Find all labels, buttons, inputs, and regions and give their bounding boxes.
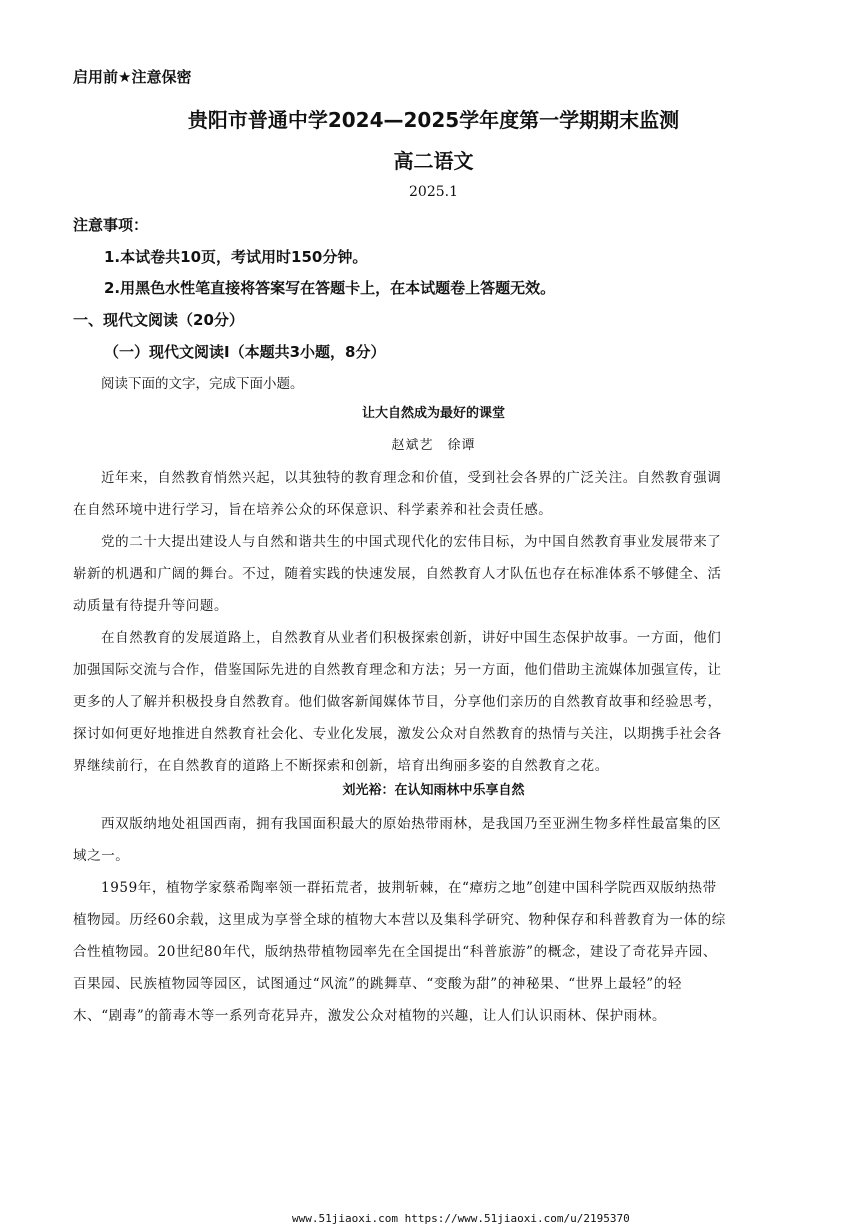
paragraph-line: 植物园。历经60余载，这里成为享誉全球的植物大本营以及集科学研究、物种保存和科普教育为一体的综	[73, 912, 726, 928]
subsection-heading: （一）现代文阅读Ⅰ（本题共3小题，8分）	[104, 343, 386, 361]
subject-title: 高二语文	[393, 149, 474, 173]
paragraph-line: 近年来，自然教育悄然兴起，以其独特的教育理念和价值，受到社会各界的广泛关注。自然教育强调	[101, 470, 722, 486]
article-title: 让大自然成为最好的课堂	[361, 406, 505, 421]
notice-item-2: 2.用黑色水性笔直接将答案写在答题卡上，在本试题卷上答题无效。	[104, 279, 556, 297]
paragraph-line: 百果园、民族植物园等园区，试图通过“风流”的跳舞草、“变酸为甜”的神秘果、“世界上最轻”的轻	[73, 976, 683, 992]
article-section-heading: 刘光裕：在认知雨林中乐享自然	[342, 783, 525, 798]
paragraph-line: 更多的人了解并积极投身自然教育。他们做客新闻媒体节目，分享他们亲历的自然教育故事和经验思考，	[73, 694, 722, 710]
paragraph-line: 加强国际交流与合作，借鉴国际先进的自然教育理念和方法；另一方面，他们借助主流媒体加强宣传，让	[73, 662, 722, 678]
paragraph-line: 西双版纳地处祖国西南，拥有我国面积最大的原始热带雨林，是我国乃至亚洲生物多样性最富集的区	[101, 816, 722, 832]
paragraph-line: 合性植物园。20世纪80年代，版纳热带植物园率先在全国提出“科普旅游”的概念，建设了奇花异卉园、	[73, 944, 717, 960]
instruction-text: 阅读下面的文字，完成下面小题。	[101, 376, 304, 392]
article-authors: 赵斌艺 徐谭	[391, 438, 476, 453]
footer-url[interactable]: www.51jiaoxi.com https://www.51jiaoxi.com/u/2195370	[292, 1212, 630, 1225]
paragraph-line: 动质量有待提升等问题。	[73, 598, 229, 614]
paragraph-line: 1959年，植物学家蔡希陶率领一群拓荒者，披荆斩棘，在“瘴疠之地”创建中国科学院西双版纳热带	[101, 880, 717, 896]
notice-heading: 注意事项：	[73, 216, 149, 234]
paragraph-line: 木、“剧毒”的箭毒木等一系列奇花异卉，激发公众对植物的兴趣，让人们认识雨林、保护雨林。	[73, 1008, 667, 1024]
paragraph-line: 域之一。	[73, 848, 130, 864]
paragraph-line: 探讨如何更好地推进自然教育社会化、专业化发展，激发公众对自然教育的热情与关注，以期携手社会各	[73, 726, 722, 742]
exam-title: 贵阳市普通中学2024—2025学年度第一学期期末监测	[187, 108, 680, 132]
section-heading: 一、现代文阅读（20分）	[73, 311, 244, 329]
exam-date: 2025.1	[409, 184, 458, 200]
paragraph-line: 在自然环境中进行学习，旨在培养公众的环保意识、科学素养和社会责任感。	[73, 502, 553, 518]
notice-item-1: 1.本试卷共10页，考试用时150分钟。	[104, 248, 368, 266]
paragraph-line: 在自然教育的发展道路上，自然教育从业者们积极探索创新，讲好中国生态保护故事。一方面，他们	[101, 630, 722, 646]
paragraph-line: 崭新的机遇和广阔的舞台。不过，随着实践的快速发展，自然教育人才队伍也存在标准体系不够健全、活	[73, 566, 722, 582]
confidential-label: 启用前★注意保密	[73, 68, 192, 86]
paragraph-line: 界继续前行，在自然教育的道路上不断探索和创新，培育出绚丽多姿的自然教育之花。	[73, 758, 609, 774]
paragraph-line: 党的二十大提出建设人与自然和谐共生的中国式现代化的宏伟目标，为中国自然教育事业发展带来了	[101, 534, 722, 550]
